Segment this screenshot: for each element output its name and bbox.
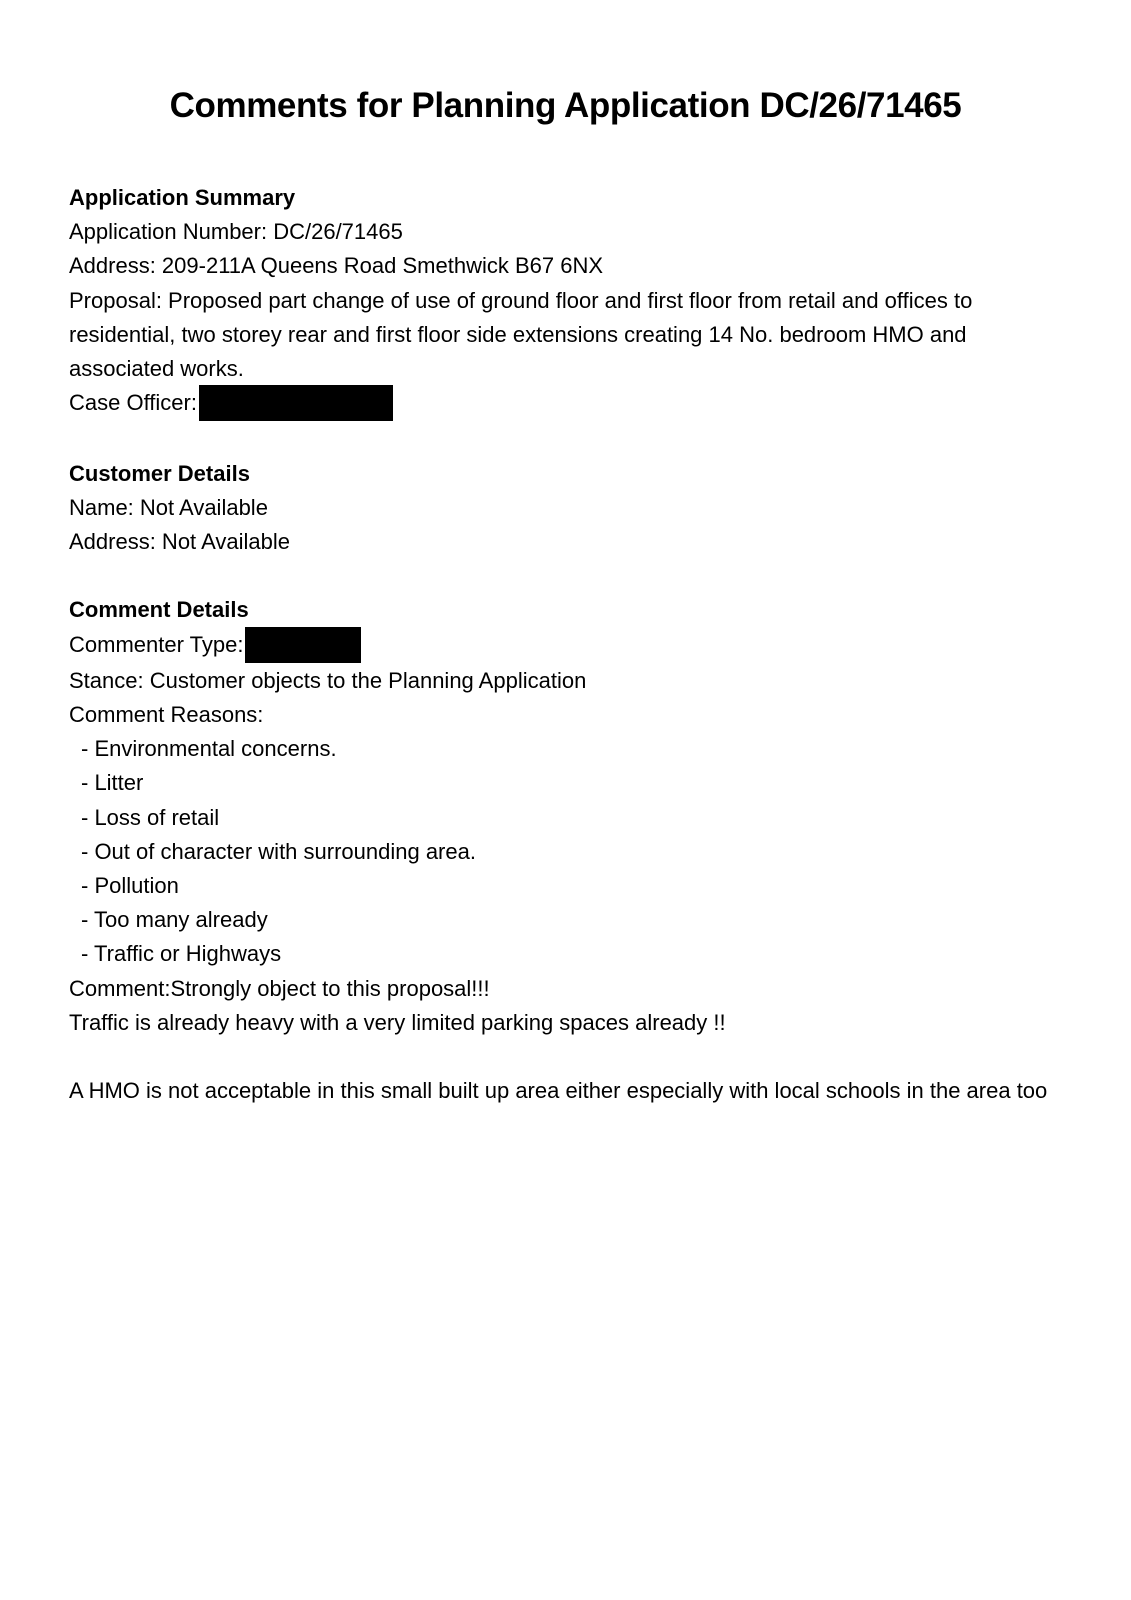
case-officer-label: Case Officer: <box>69 390 197 416</box>
commenter-type-redaction <box>245 627 361 663</box>
list-item: - Pollution <box>81 873 179 898</box>
section-gap <box>69 559 1059 593</box>
list-item: - Litter <box>81 770 144 796</box>
stance: Stance: Customer objects to the Planning Application <box>69 667 587 693</box>
application-number: Application Number: DC/26/71465 <box>69 219 403 245</box>
comment-details-heading: Comment Details <box>69 597 249 623</box>
list-item: - Environmental concerns. <box>81 736 337 762</box>
customer-details-heading: Customer Details <box>69 460 250 486</box>
customer-name: Name: Not Available <box>69 494 268 520</box>
commenter-type-row <box>69 628 1059 664</box>
application-summary-heading: Application Summary <box>69 185 296 210</box>
list-item: - Out of character with surrounding area. <box>81 838 476 864</box>
comment-reasons-list <box>69 732 1059 971</box>
comment-reasons-label: Comment Reasons: <box>69 701 264 727</box>
application-address: Address: 209-211A Queens Road Smethwick B67 6NX <box>69 253 604 279</box>
document-body <box>69 181 1059 1108</box>
application-proposal: Proposal: Proposed part change of use of ground floor and first floor from retail and offices to residential, two storey rear and first floor side extensions creating 14 No. bedroom HMO and associated works. <box>69 287 973 382</box>
section-gap <box>69 422 1059 456</box>
case-officer-redaction <box>199 385 393 421</box>
comment-text-paragraph-2: A HMO is not acceptable in this small built up area either especially with local schools in the area too <box>69 1078 1048 1104</box>
list-item: - Loss of retail <box>81 804 220 830</box>
customer-address: Address: Not Available <box>69 529 290 554</box>
page-title: Comments for Planning Application DC/26/71465 <box>169 86 962 125</box>
comment-text-line-1: Comment:Strongly object to this proposal!!! <box>69 975 490 1001</box>
paragraph-gap <box>69 1040 1059 1074</box>
list-item: - Traffic or Highways <box>81 941 282 967</box>
list-item: - Too many already <box>81 907 268 933</box>
case-officer-row <box>69 386 1059 422</box>
commenter-type-label: Commenter Type: <box>69 631 244 657</box>
comment-text-line-2: Traffic is already heavy with a very limited parking spaces already !! <box>69 1009 726 1035</box>
